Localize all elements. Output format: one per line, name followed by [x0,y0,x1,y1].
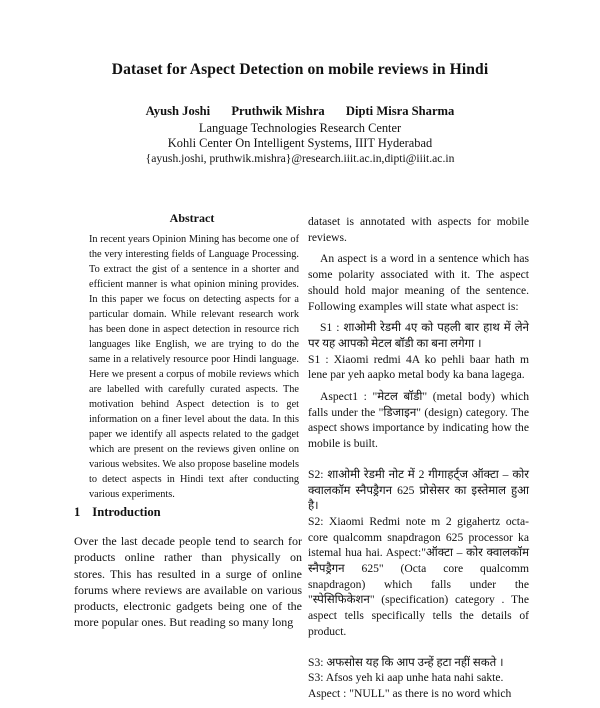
example-hindi: S2: शाओमी रेडमी नोट में 2 गीगाहर्ट्ज ऑक्टा – कोर क्वालकॉम स्नैपड्रैगन 625 प्रोसेसर का इस्तेमाल हुआ है। [308,467,529,513]
abstract-heading: Abstract [169,211,215,225]
author-list [0,104,600,119]
introduction-text: Over the last decade people tend to search for products online rather than physically on stores. This has resulted in a surge of online forums where reviews are available on various products, electronic gadgets being one of the more popular ones. But reading so many long [74,534,302,630]
author-name: Pruthwik Mishra [231,104,325,118]
aspect-explanation: Aspect1 : "मेटल बॉडी" (metal body) which falls under the "डिजाइन" (design) category. The aspect shows importance by indicating how the mobile is built. [308,390,529,451]
example-transliteration: S1 : Xiaomi redmi 4A ko pehli baar hath m lene par yeh aapko metal body ka bana lagega. [308,352,529,382]
paragraph: An aspect is a word in a sentence which has some polarity associated with it. The aspect should hold major meaning of the sentence. Following examples will state what aspect is: [308,252,529,313]
email-line: {ayush.joshi, pruthwik.mishra}@research.iiit.ac.in,dipti@iiit.ac.in [145,152,455,165]
example-transliteration: S3: Afsos yeh ki aap unhe hata nahi sakte. [308,671,504,685]
section-title: Introduction [92,505,161,519]
abstract-block [89,211,299,502]
paper-title: Dataset for Aspect Detection on mobile reviews in Hindi [111,61,489,78]
example-hindi: S3: अफसोस यह कि आप उन्हें हटा नहीं सकते । [308,655,504,669]
aspect-explanation: Aspect : "NULL" as there is no word which [308,686,512,700]
section-heading [74,505,161,520]
example-hindi: S1 : शाओमी रेडमी 4ए को पहली बार हाथ में लेने पर यह आपको मेटल बॉडी का बना लगेगा । [308,321,529,350]
right-column [308,214,529,708]
affiliation-line: Kohli Center On Intelligent Systems, IIIT Hyderabad [167,136,433,150]
affiliation-line: Language Technologies Research Center [198,121,402,135]
author-name: Dipti Misra Sharma [345,104,455,118]
section-number: 1 [74,505,81,519]
author-name: Ayush Joshi [145,104,211,118]
example-transliteration: S2: Xiaomi Redmi note m 2 gigahertz octa-core qualcomm snapdragon 625 processor ka istemal hua hai. Aspect:"ऑक्टा – कोर क्वालकॉम स्नैपड्रैगन 625" (Octa core qualcomm snapdragon) which falls under the "स्पेसिफिकेशन" (specification) category . The aspect tells specifically tells the details of product. [308,514,529,638]
abstract-text: In recent years Opinion Mining has become one of the very interesting fields of Language Processing. To extract the gist of a sentence in a shorter and efficient manner is what opinion mining provides. In this paper we focus on detecting aspects for a particular domain. While relevant research work has been done in aspect detection in resource rich languages like English, we are trying to do the same in a relatively resource poor Hindi language. Here we present a corpus of mobile reviews which are labelled with carefully curated aspects. The motivation behind Aspect detection is to get information on a finer level about the data. In this paper we identify all aspects related to the gadget which are present on the reviews given online on various websites. We also propose baseline models to detect aspects in Hindi text after conducting various experiments. [89,234,299,501]
paragraph: dataset is annotated with aspects for mobile reviews. [308,215,529,244]
